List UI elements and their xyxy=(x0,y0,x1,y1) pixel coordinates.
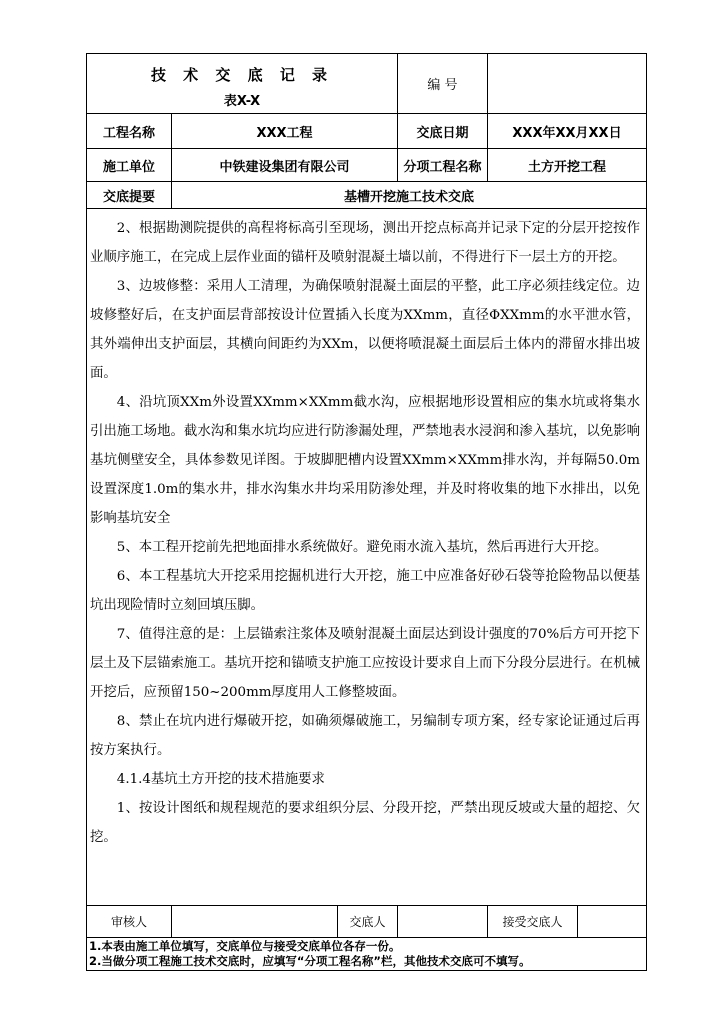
date-value[interactable]: XXX年XX月XX日 xyxy=(488,114,647,149)
reviewer-signature[interactable] xyxy=(172,906,338,938)
summary-label: 交底提要 xyxy=(87,182,172,209)
form-title: 技 术 交 底 记 录 xyxy=(150,66,334,84)
content-paragraph: 2、根据勘测院提供的高程将标高引至现场，测出开挖点标高并记录下定的分层开挖按作业顺序施工，在完成上层作业面的锚杆及喷射混凝土墙以前，不得进行下一层土方的开挖。 xyxy=(90,221,640,265)
content-paragraph: 6、本工程基坑大开挖采用挖掘机进行大开挖，施工中应准备好砂石袋等抢险物品以便基坑出现险情时立刻回填压脚。 xyxy=(90,569,640,613)
code-label: 编 号 xyxy=(398,54,488,114)
reviewer-label: 审核人 xyxy=(87,906,172,938)
note-line-1: 1.本表由施工单位填写，交底单位与接受交底单位各存一份。 xyxy=(89,939,401,953)
receiver-signature[interactable] xyxy=(578,906,646,937)
presenter-signature[interactable] xyxy=(398,906,488,938)
receiver-cell xyxy=(488,906,647,938)
unit-value[interactable]: 中铁建设集团有限公司 xyxy=(172,149,398,182)
unit-label: 施工单位 xyxy=(87,149,172,182)
content-paragraph: 1、按设计图纸和规程规范的要求组织分层、分段开挖，严禁出现反坡或大量的超挖、欠挖。 xyxy=(90,801,640,845)
notes-cell xyxy=(87,938,647,971)
sub-project-label: 分项工程名称 xyxy=(398,149,488,182)
content-paragraph: 5、本工程开挖前先把地面排水系统做好。避免雨水流入基坑，然后再进行大开挖。 xyxy=(116,540,608,555)
date-label: 交底日期 xyxy=(398,114,488,149)
form-table xyxy=(86,53,647,971)
content-paragraph: 8、禁止在坑内进行爆破开挖，如确须爆破施工，另编制专项方案，经专家论证通过后再按方案执行。 xyxy=(90,714,640,758)
content-body xyxy=(87,209,646,852)
presenter-label: 交底人 xyxy=(338,906,398,938)
code-value[interactable] xyxy=(488,54,647,114)
project-name-label: 工程名称 xyxy=(87,114,172,149)
project-name-value[interactable]: XXX工程 xyxy=(172,114,398,149)
content-cell xyxy=(87,209,647,906)
sub-project-value[interactable]: 土方开挖工程 xyxy=(488,149,647,182)
summary-value[interactable]: 基槽开挖施工技术交底 xyxy=(172,182,647,209)
receiver-label: 接受交底人 xyxy=(488,906,578,937)
content-heading: 4.1.4基坑土方开挖的技术措施要求 xyxy=(116,772,325,787)
content-paragraph: 7、值得注意的是：上层锚索注浆体及喷射混凝土面层达到设计强度的70%后方可开挖下层土及下层锚索施工。基坑开挖和锚喷支护施工应按设计要求自上而下分段分层进行。在机械开挖后，应预留150~200mm厚度用人工修整坡面。 xyxy=(90,627,640,700)
form-title-cell xyxy=(87,54,398,114)
content-paragraph: 3、边坡修整：采用人工清理，为确保喷射混凝土面层的平整，此工序必须挂线定位。边坡修整好后，在支护面层背部按设计位置插入长度为XXmm，直径ΦXXmm的水平泄水管，其外端伸出支护面层，其横向间距约为XXm，以便将喷混凝土面层后土体内的滞留水排出坡面。 xyxy=(90,279,640,381)
content-paragraph: 4、沿坑顶XXm外设置XXmm×XXmm截水沟，应根据地形设置相应的集水坑或将集水引出施工场地。截水沟和集水坑均应进行防渗漏处理，严禁地表水浸润和渗入基坑，以免影响基坑侧壁安全，具体参数见详图。于坡脚肥槽内设置XXmm×XXmm排水沟，并每隔50.0m设置深度1.0m的集水井，排水沟集水井均采用防渗处理，并及时将收集的地下水排出，以免影响基坑安全 xyxy=(90,395,640,526)
form-subtitle: 表X-X xyxy=(223,94,261,109)
technical-briefing-form xyxy=(86,53,646,971)
note-line-2: 2.当做分项工程施工技术交底时，应填写“分项工程名称”栏，其他技术交底可不填写。 xyxy=(89,954,531,968)
